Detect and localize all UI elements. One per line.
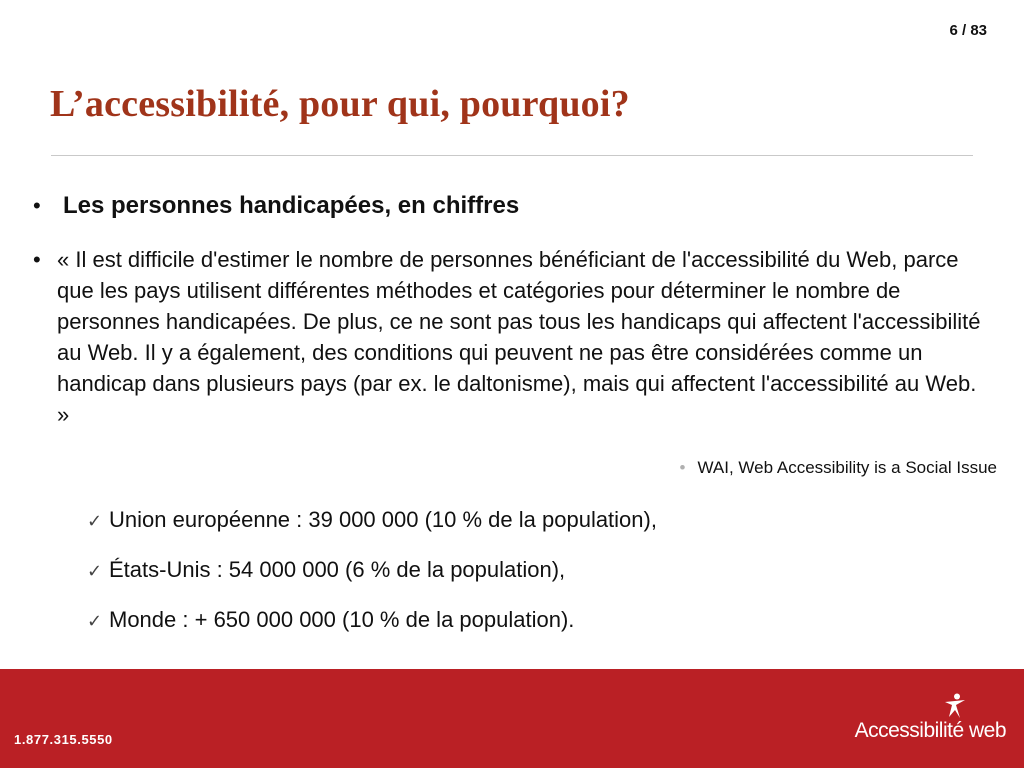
- title-divider: [51, 155, 973, 156]
- check-icon: ✓: [87, 511, 103, 531]
- stat-text: États-Unis : 54 000 000 (6 % de la population),: [109, 557, 566, 582]
- bullet-heading: [33, 190, 519, 221]
- slide-title: L’accessibilité, pour qui, pourquoi?: [50, 83, 630, 125]
- stat-item: [87, 605, 574, 636]
- check-icon: ✓: [87, 561, 103, 581]
- bullet-quote: [33, 244, 993, 430]
- page-counter: 6 / 83: [949, 22, 987, 39]
- footer-bar: [0, 669, 1024, 768]
- bullet-quote-text: « Il est difficile d'estimer le nombre de personnes bénéficiant de l'accessibilité du Web, parce que les pays utilisent différentes méthodes et catégories pour déterminer le nombre de personnes handicapées. De plus, ce ne sont pas tous les handicaps qui affectent l'accessibilité au Web. Il y a également, des conditions qui peuvent ne pas être considérées comme un handicap dans plusieurs pays (par ex. le daltonisme), mais qui affectent l'accessibilité au Web. »: [57, 247, 981, 427]
- source-marker: •: [679, 458, 686, 477]
- source-text: WAI, Web Accessibility is a Social Issue: [697, 458, 997, 477]
- accessibility-person-icon: [942, 693, 968, 719]
- stat-item: [87, 555, 565, 586]
- bullet-marker: •: [33, 247, 41, 272]
- bullet-heading-text: Les personnes handicapées, en chiffres: [63, 192, 520, 219]
- brand-logo: [854, 693, 1006, 749]
- stat-text: Union européenne : 39 000 000 (10 % de la population),: [109, 507, 657, 532]
- check-icon: ✓: [87, 611, 103, 631]
- source-citation: [680, 456, 997, 480]
- footer-phone: 1.877.315.5550: [14, 732, 113, 747]
- stat-item: [87, 505, 657, 536]
- bullet-marker: •: [33, 193, 41, 218]
- logo-wordmark: Accessibilité web: [854, 719, 1006, 742]
- stat-text: Monde : + 650 000 000 (10 % de la population).: [109, 607, 575, 632]
